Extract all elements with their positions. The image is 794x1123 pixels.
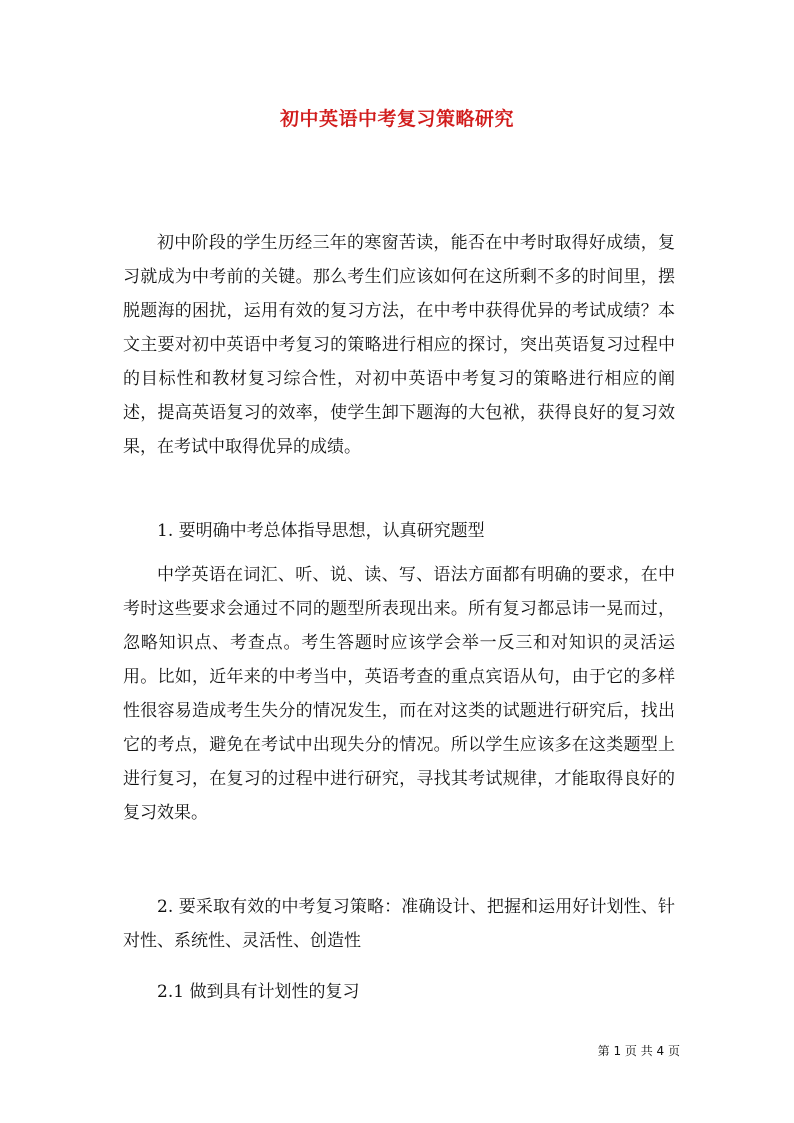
section-1-paragraph: 中学英语在词汇、听、说、读、写、语法方面都有明确的要求，在中考时这些要求会通过不同的题型所表现出来。所有复习都忌讳一晃而过，忽略知识点、考查点。考生答题时应该学会举一反三和对知识的灵活运用。比如，近年来的中考当中，英语考查的重点宾语从句，由于它的多样性很容易造成考生失分的情况发生，而在对这类的试题进行研究后，找出它的考点，避免在考试中出现失分的情况。所以学生应该多在这类题型上进行复习，在复习的过程中进行研究，寻找其考试规律，才能取得良好的复习效果。	[123, 565, 675, 823]
section-1-paragraph-block	[123, 558, 675, 878]
section-2-1-heading-block	[123, 975, 675, 1015]
intro-paragraph-block	[123, 226, 675, 512]
section-2-heading-block	[123, 890, 675, 970]
document-title: 初中英语中考复习策略研究	[279, 108, 514, 130]
section-2-heading: 2. 要采取有效的中考复习策略：准确设计、把握和运用好计划性、针对性、系统性、灵活性、创造性	[123, 897, 675, 951]
section-1-heading: 1. 要明确中考总体指导思想，认真研究题型	[157, 521, 485, 541]
page-footer: 第 1 页 共 4 页	[597, 1044, 680, 1058]
section-2-1-heading: 2.1 做到具有计划性的复习	[157, 982, 360, 1002]
intro-paragraph: 初中阶段的学生历经三年的寒窗苦读，能否在中考时取得好成绩，复习就成为中考前的关键。那么考生们应该如何在这所剩不多的时间里，摆脱题海的困扰，运用有效的复习方法，在中考中获得优异的考试成绩？本文主要对初中英语中考复习的策略进行相应的探讨，突出英语复习过程中的目标性和教材复习综合性，对初中英语中考复习的策略进行相应的阐述，提高英语复习的效率，使学生卸下题海的大包袱，获得良好的复习效果，在考试中取得优异的成绩。	[123, 233, 675, 457]
section-1-heading-block	[123, 514, 675, 550]
